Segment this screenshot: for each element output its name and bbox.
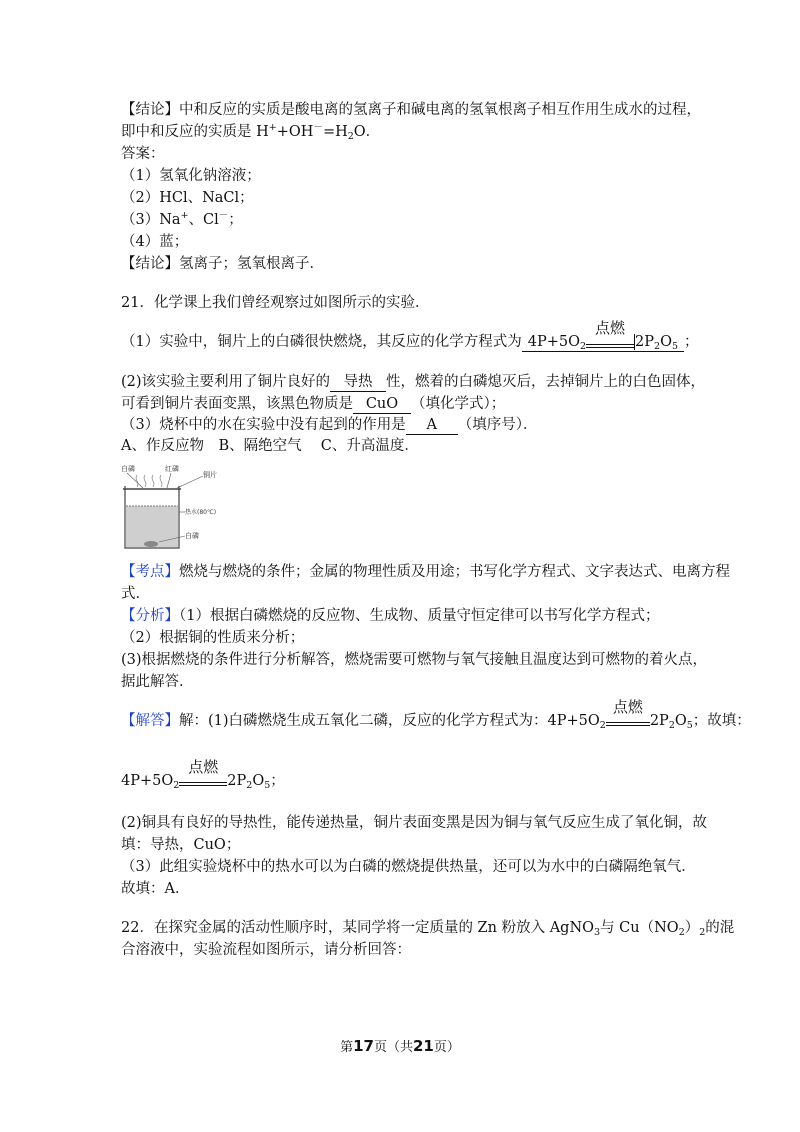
page-footer: 第17页（共21页） [340,1037,460,1055]
answer-3: （3）Na+、Cl－； [121,210,243,228]
reaction-arrow: 点燃 [179,771,227,791]
figure-label-hot-water: 热水(80℃) [185,509,217,516]
figure-label-white-phosphorus: 白磷 [121,465,135,473]
answer-4: （4）蓝； [121,234,189,250]
answer-label: 答案： [121,146,165,162]
q21-part1: （1）实验中，铜片上的白磷很快燃烧，其反应的化学方程式为 $4P+5O_2$ 点燃 $2P_2O_5$ ； [121,319,699,352]
answer-1: （1）氢氧化钠溶液； [121,168,261,184]
fenxi-line-3: (3)根据燃烧的条件进行分析解答，燃烧需要可燃物与氧气接触且温度达到可燃物的着火点， [121,652,708,668]
reaction-arrow: 点燃 [586,333,634,351]
q21-answer-blank-4: A [406,416,458,435]
conclusion-line-2: 即中和反应的实质是 $H^++OH^-=H_2O$． [121,122,381,142]
jieda-line-1: 【解答】解：(1)白磷燃烧生成五氧化二磷，反应的化学方程式为：$4P+5O_2$ 点燃 $2P_2O_5$；故填： [121,698,751,731]
q22-line-2: 合溶液中，实验流程如图所示，请分析回答： [121,942,411,958]
conclusion-bottom: 【结论】氢离子；氢氧根离子． [121,256,324,272]
beaker-diagram [121,462,241,552]
fenxi-line-1: 【分析】（1）根据白磷燃烧的反应物、生成物、质量守恒定律可以书写化学方程式； [121,608,660,624]
jieda-line-2: $4P+5O_2$ 点燃 $2P_2O_5$； [121,758,285,791]
fenxi-line-4: 据此解答． [121,674,194,690]
kaodian-line-2: 式． [121,586,150,602]
answer-2: （2）HCl、NaCl； [121,190,254,206]
q21-answer-blank-1: $4P+5O_2$ 点燃 $2P_2O_5$ [522,333,684,352]
jieda-part3-line1: （3）此组实验烧杯中的热水可以为白磷的燃烧提供热量，还可以为水中的白磷隔绝氧气． [121,859,696,875]
jieda-part2-line1: (2)铜具有良好的导热性，能传递热量，铜片表面变黑是因为铜与氧气反应生成了氧化铜，故 [121,815,708,831]
jieda-part2-line2: 填：导热，CuO； [121,837,241,853]
fenxi-tag: 【分析】 [121,608,179,624]
conclusion-line-1: 【结论】中和反应的实质是酸电离的氢离子和碱电离的氢氧根离子相互作用生成水的过程， [121,102,701,118]
q21-part2-line1: (2)该实验主要利用了铜片良好的 导热 性，燃着的白磷熄灭后，去掉铜片上的白色固体， [121,374,706,390]
q21-answer-blank-3: CuO [353,395,411,414]
conclusion-tag: 结论 [135,102,165,118]
q21-options: A、作反应物 B、隔绝空气 C、升高温度． [121,438,419,454]
q22-line-1: 22．在探究金属的活动性顺序时，某同学将一定质量的 Zn 粉放入 AgNO$_3$与 $Cu(NO_2)_2$的混 [121,920,735,938]
reaction-arrow: 点燃 [606,711,650,731]
page-total: 21 [413,1037,434,1055]
jieda-tag: 【解答】 [121,713,179,729]
figure-label-copper: 铜片 [203,471,217,479]
q21-answer-blank-2: 导热 [330,373,386,392]
fenxi-line-2: （2）根据铜的性质来分析； [121,630,305,646]
q21-title: 21．化学课上我们曾经观察过如图所示的实验． [121,295,430,311]
jieda-part3-line2: 故填：A． [121,881,190,897]
conclusion-text: 中和反应的实质是酸电离的氢离子和碱电离的氢氧根离子相互作用生成水的过程， [179,102,701,118]
q21-part3: （3）烧杯中的水在实验中没有起到的作用是 A （填序号）． [121,417,538,433]
experiment-figure [121,462,241,552]
figure-label-red-phosphorus: 红磷 [165,465,179,473]
kaodian-line-1: 【考点】燃烧与燃烧的条件；金属的物理性质及用途；书写化学方程式、文字表达式、电离方程 [121,564,730,580]
conclusion-tag: 结论 [135,256,165,272]
page-number: 17 [353,1037,374,1055]
figure-label-white-phosphorus-water: 白磷 [185,532,199,540]
q21-part2-line2: 可看到铜片表面变黑，该黑色物质是 CuO （填化学式）； [121,396,506,412]
kaodian-tag: 【考点】 [121,564,179,580]
